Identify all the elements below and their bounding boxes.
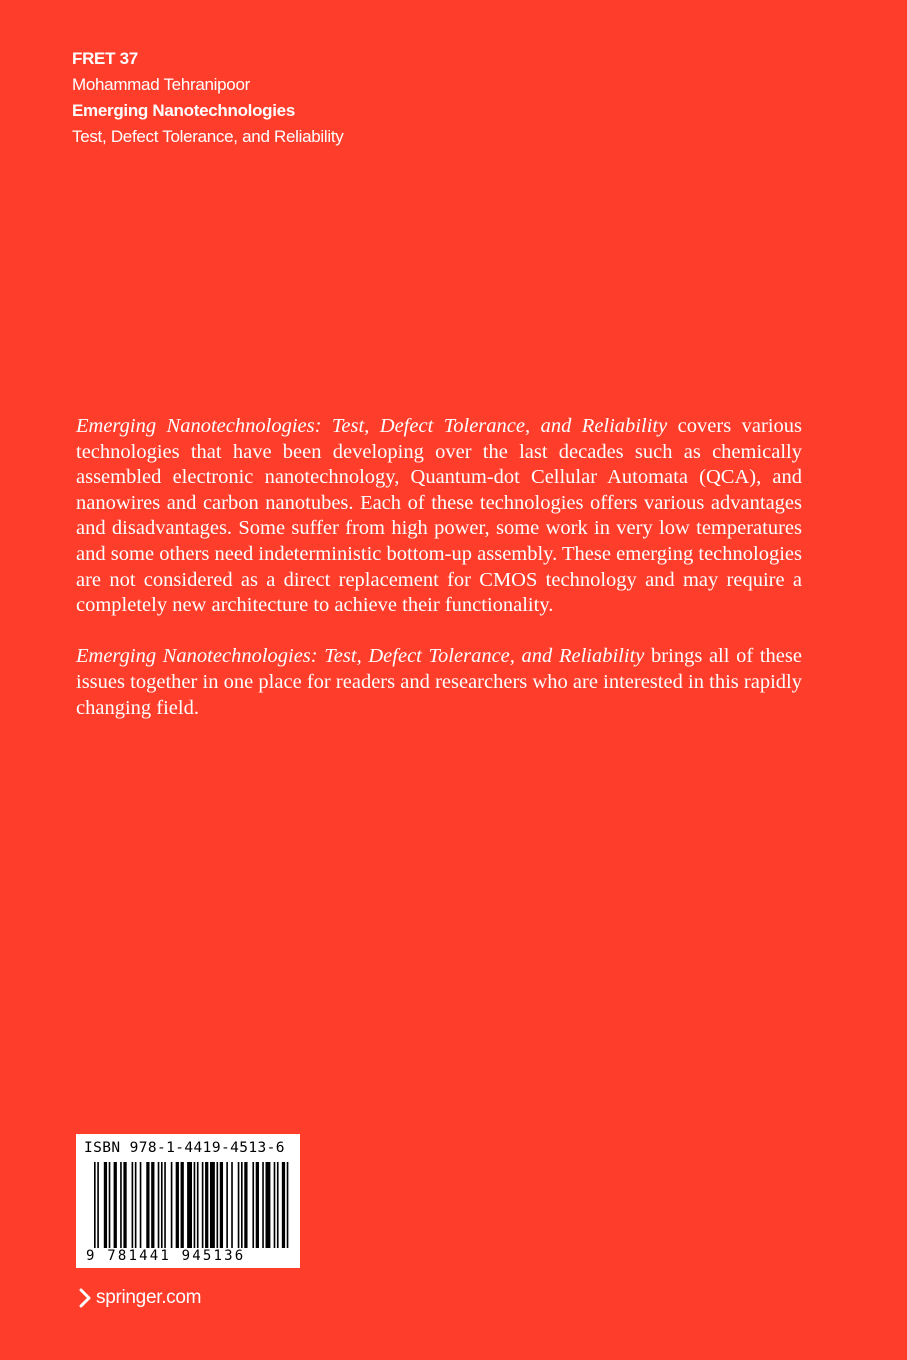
barcode-bar [120,1162,122,1248]
isbn-barcode [76,1134,300,1268]
barcode-bar [220,1162,223,1248]
barcode-bar [241,1162,243,1248]
barcode-bar [205,1162,208,1248]
barcode-bar [238,1162,240,1248]
isbn-label: ISBN 978-1-4419-4513-6 [84,1140,285,1156]
barcode-bar [266,1162,271,1248]
barcode-bar [176,1162,179,1248]
book-subtitle: Test, Defect Tolerance, and Reliability [72,127,344,146]
description-title-ref: Emerging Nanotechnologies: Test, Defect Tolerance, and Reliability [76,645,645,668]
barcode-bar [287,1162,289,1248]
barcode-bar [194,1162,196,1248]
barcode-bar [226,1162,228,1248]
barcode-bar [123,1162,126,1248]
chevron-right-icon [78,1287,92,1309]
barcode-bar [181,1162,184,1248]
barcode-bar [97,1162,99,1248]
series-number: FRET 37 [72,49,138,68]
description-text: brings all of these issues together in one place for readers and researchers who are interested in this rapidly changing field. [76,645,802,719]
barcode-bar [197,1162,199,1248]
author-name: Mohammad Tehranipoor [72,75,250,94]
description-paragraph-1 [76,414,802,619]
barcode-bar [210,1162,215,1248]
publisher-link[interactable] [78,1287,201,1309]
barcode-bar [151,1162,154,1248]
barcode-bar [252,1162,254,1248]
barcode-bar [94,1162,96,1248]
barcode-bar [114,1162,117,1248]
barcode-bar [161,1162,163,1248]
barcode-bar [104,1162,107,1248]
barcode-bar [171,1162,173,1248]
book-description [76,414,802,721]
barcode-bars [94,1162,290,1248]
barcode-bar [135,1162,137,1248]
barcode-bar [244,1162,247,1248]
barcode-bar [158,1162,160,1248]
barcode-bar [256,1162,259,1248]
barcode-bar [109,1162,111,1248]
barcode-bar [231,1162,233,1248]
barcode-bar [217,1162,219,1248]
barcode-bar [140,1162,142,1248]
barcode-bar [274,1162,276,1248]
barcode-bar [164,1162,166,1248]
barcode-bar [262,1162,264,1248]
description-paragraph-2 [76,644,802,721]
barcode-bar [202,1162,204,1248]
barcode-bar [277,1162,279,1248]
description-text: covers various technologies that have been developing over the last decades such as chemically assembled electronic nanotechnology, Quantum-dot Cellular Automata (QCA), and nanowires and carbon nanotubes. Each of these technologies offers various advantages and disadvantages. Some suffer from high power, some work in very low temperatures and some others need indeterministic bottom-up assembly. These emerging technologies are not considered as a direct replacement for CMOS technology and may require a completely new architecture to achieve their functionality. [76,415,802,617]
barcode-digits: 9 781441 945136 [86,1248,246,1264]
barcode-bar [132,1162,134,1248]
publisher-url[interactable]: springer.com [96,1287,202,1308]
barcode-bar [282,1162,285,1248]
cover-header [72,46,343,150]
description-title-ref: Emerging Nanotechnologies: Test, Defect Tolerance, and Reliability [76,415,668,437]
barcode-bar [146,1162,149,1248]
barcode-bar [187,1162,192,1248]
book-title: Emerging Nanotechnologies [72,101,295,120]
